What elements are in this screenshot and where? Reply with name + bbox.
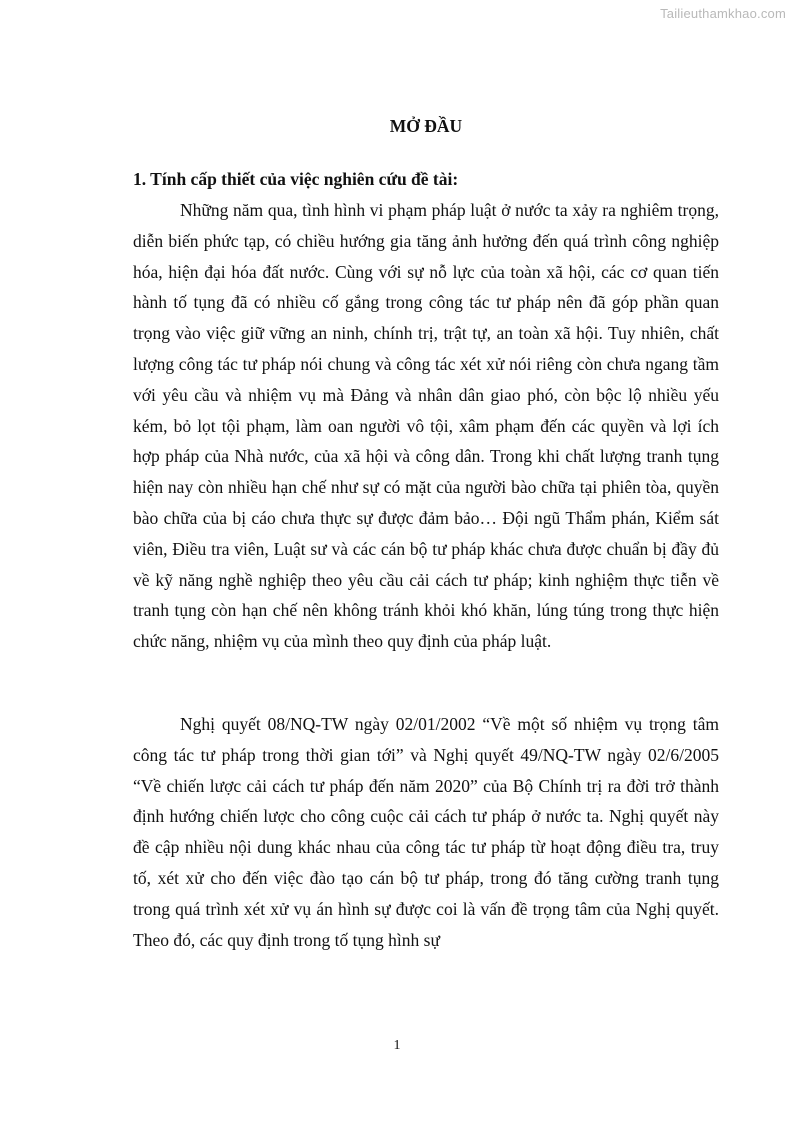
page-title: MỞ ĐẦU	[389, 116, 463, 136]
body-paragraph: Những năm qua, tình hình vi phạm pháp luật ở nước ta xảy ra nghiêm trọng, diễn biến phức tạp, có chiều hướng gia tăng ảnh hưởng đến quá trình công nghiệp hóa, hiện đại hóa đất nước. Cùng với sự nỗ lực của toàn xã hội, các cơ quan tiến hành tố tụng đã có nhiều cố gắng trong công tác tư pháp nên đã góp phần quan trọng vào việc giữ vững an ninh, chính trị, trật tự, an toàn xã hội. Tuy nhiên, chất lượng công tác tư pháp nói chung và công tác xét xử nói riêng còn chưa ngang tầm với yêu cầu và nhiệm vụ mà Đảng và nhân dân giao phó, còn bộc lộ nhiều yếu kém, bỏ lọt tội phạm, làm oan người vô tội, xâm phạm đến các quyền và lợi ích hợp pháp của Nhà nước, của xã hội và công dân. Trong khi chất lượng tranh tụng hiện nay còn nhiều hạn chế như sự có mặt của người bào chữa tại phiên tòa, quyền bào chữa của bị cáo chưa thực sự được đảm bảo… Đội ngũ Thẩm phán, Kiểm sát viên, Điều tra viên, Luật sư và các cán bộ tư pháp khác chưa được chuẩn bị đầy đủ về kỹ năng nghề nghiệp theo yêu cầu cải cách tư pháp; kinh nghiệm thực tiễn về tranh tụng còn hạn chế nên không tránh khỏi khó khăn, lúng túng trong thực hiện chức năng, nhiệm vụ của mình theo quy định của pháp luật.	[133, 200, 719, 652]
page-number: 1	[393, 1038, 401, 1053]
watermark: Tailieuthamkhao.com	[660, 6, 786, 21]
body-paragraph: Nghị quyết 08/NQ-TW ngày 02/01/2002 “Về một số nhiệm vụ trọng tâm công tác tư pháp trong thời gian tới” và Nghị quyết 49/NQ-TW ngày 02/6/2005 “Về chiến lược cải cách tư pháp đến năm 2020” của Bộ Chính trị ra đời trở thành định hướng chiến lược cho công cuộc cải cách tư pháp ở nước ta. Nghị quyết này đề cập nhiều nội dung khác nhau của công tác tư pháp từ hoạt động điều tra, truy tố, xét xử cho đến việc đào tạo cán bộ tư pháp, trong đó tăng cường tranh tụng trong quá trình xét xử vụ án hình sự được coi là vấn đề trọng tâm của Nghị quyết. Theo đó, các quy định trong tố tụng hình sự	[133, 714, 719, 950]
section-heading: 1. Tính cấp thiết của việc nghiên cứu đề tài:	[133, 169, 459, 189]
